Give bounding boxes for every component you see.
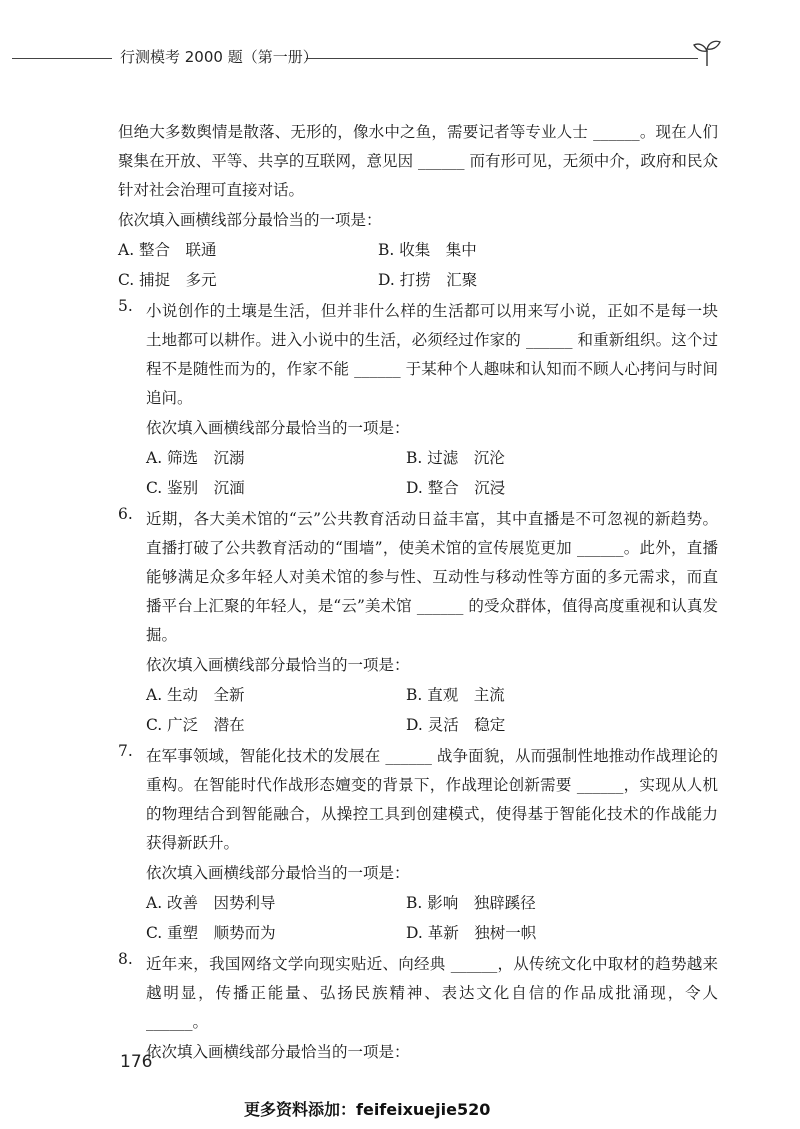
question-text: 在军事领域，智能化技术的发展在 ______ 战争面貌，从而强制性地推动作战理论的重构。在智能时代作战形态嬗变的背景下，作战理论创新需要 ______，实现从人机的物理结合到智能融合，从操控工具到创建模式，使得基于智能化技术的作战能力获得新跃升。	[146, 747, 718, 852]
option-c: C. 捕捉 多元	[118, 271, 217, 289]
question-prompt: 依次填入画横线部分最恰当的一项是：	[146, 419, 410, 437]
question-8	[118, 950, 718, 1067]
option-a: A. 整合 联通	[118, 241, 217, 259]
question-text: 近年来，我国网络文学向现实贴近、向经典 ______，从传统文化中取材的趋势越来越明显，传播正能量、弘扬民族精神、表达文化自信的作品成批涌现，令人 ______。	[146, 955, 718, 1031]
option-a: A. 筛选 沉溺	[146, 449, 245, 467]
option-c: C. 广泛 潜在	[146, 716, 245, 734]
option-b: B. 收集 集中	[378, 241, 477, 259]
question-prompt: 依次填入画横线部分最恰当的一项是：	[118, 211, 382, 229]
option-c: C. 鉴别 沉湎	[146, 479, 245, 497]
question-text: 但绝大多数舆情是散落、无形的，像水中之鱼，需要记者等专业人士 ______。现在人们聚集在开放、平等、共享的互联网，意见因 ______ 而有形可见，无须中介，政府和民众针对社会治理可直接对话。	[118, 123, 718, 199]
question-continued	[118, 118, 718, 295]
header-rule-left	[12, 58, 112, 59]
question-prompt: 依次填入画横线部分最恰当的一项是：	[146, 864, 410, 882]
options-list	[146, 680, 718, 740]
page-number: 176	[120, 1052, 153, 1072]
option-c: C. 重塑 顺势而为	[146, 924, 276, 942]
page-header	[12, 44, 712, 70]
question-prompt: 依次填入画横线部分最恰当的一项是：	[146, 656, 410, 674]
question-7	[118, 742, 718, 948]
option-d: D. 整合 沉浸	[406, 479, 506, 497]
header-title: 行测模考 2000 题（第一册）	[120, 48, 318, 66]
question-number: 6.	[118, 505, 133, 523]
header-rule-right	[306, 58, 698, 59]
document-body	[118, 118, 718, 1067]
question-5	[118, 297, 718, 503]
question-number: 5.	[118, 297, 133, 315]
options-list	[118, 235, 718, 295]
option-b: B. 过滤 沉沦	[406, 449, 505, 467]
question-text: 小说创作的土壤是生活，但并非什么样的生活都可以用来写小说，正如不是每一块土地都可以耕作。进入小说中的生活，必须经过作家的 ______ 和重新组织。这个过程不是随性而为的，作家不能 ______ 于某种个人趣味和认知而不顾人心拷问与时间追问。	[146, 302, 718, 407]
option-d: D. 革新 独树一帜	[406, 924, 537, 942]
options-list	[146, 443, 718, 503]
question-text: 近期，各大美术馆的“云”公共教育活动日益丰富，其中直播是不可忽视的新趋势。直播打破了公共教育活动的“围墙”，使美术馆的宣传展览更加 ______。此外，直播能够满足众多年轻人对美术馆的参与性、互动性与移动性等方面的多元需求，而直播平台上汇聚的年轻人，是“云”美术馆 ______ 的受众群体，值得高度重视和认真发掘。	[146, 510, 718, 644]
question-prompt: 依次填入画横线部分最恰当的一项是：	[146, 1043, 410, 1061]
option-a: A. 改善 因势利导	[146, 894, 276, 912]
option-b: B. 影响 独辟蹊径	[406, 894, 536, 912]
question-number: 7.	[118, 742, 133, 760]
option-a: A. 生动 全新	[146, 686, 245, 704]
question-number: 8.	[118, 950, 133, 968]
option-d: D. 灵活 稳定	[406, 716, 506, 734]
footer-note: 更多资料添加：feifeixuejie520	[244, 1100, 491, 1119]
sprout-icon	[690, 36, 724, 70]
option-b: B. 直观 主流	[406, 686, 505, 704]
question-6	[118, 505, 718, 740]
option-d: D. 打捞 汇聚	[378, 271, 478, 289]
options-list	[146, 888, 718, 948]
